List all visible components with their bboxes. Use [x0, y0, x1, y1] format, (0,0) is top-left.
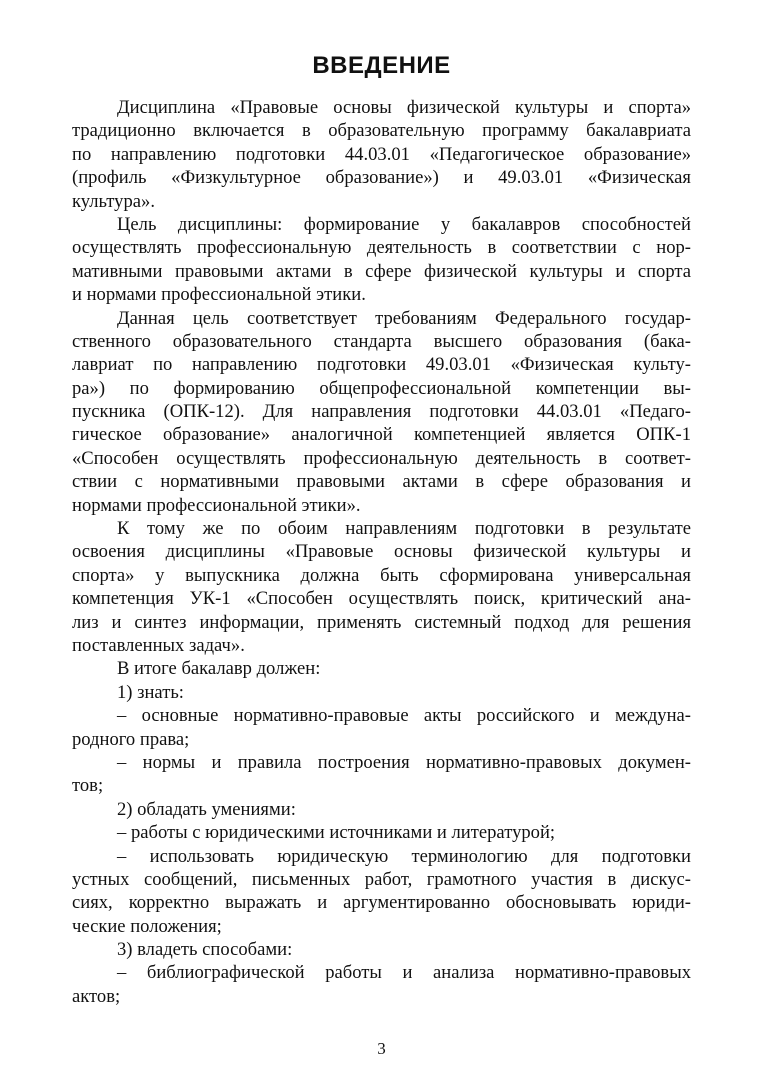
text-line: – основные нормативно-правовые акты российского и междуна-: [117, 705, 691, 727]
text-line: ственного образовательного стандарта высшего образования (бака-: [72, 330, 691, 352]
text-line: Дисциплина «Правовые основы физической культуры и спорта»: [117, 97, 691, 118]
text-line: ствии с нормативными правовыми актами в сфере образования и: [72, 471, 691, 493]
text-line: осуществлять профессиональную деятельность в соответствии с нор-: [72, 237, 691, 259]
text-line: спорта» у выпускника должна быть сформирована универсальная: [72, 564, 691, 586]
text-line: Данная цель соответствует требованиям Федерального государ-: [117, 307, 691, 329]
body-text: [72, 96, 691, 1008]
text-line: родного права;: [72, 728, 190, 750]
text-line: ра») по формированию общепрофессиональной компетенции вы-: [72, 377, 691, 399]
text-line: мативными правовыми актами в сфере физической культуры и спорта: [72, 260, 691, 282]
text-line: Цель дисциплины: формирование у бакалавров способностей: [117, 213, 691, 235]
text-line: «Способен осуществлять профессиональную деятельность в соответ-: [72, 447, 691, 469]
text-line: компетенция УК-1 «Способен осуществлять поиск, критический ана-: [72, 588, 691, 610]
text-line: лиз и синтез информации, применять системный подход для решения: [72, 611, 691, 633]
text-line: тов;: [72, 775, 104, 797]
text-line: традиционно включается в образовательную программу бакалавриата: [72, 120, 691, 142]
page-title: ВВЕДЕНИЕ: [312, 52, 451, 79]
text-line: поставленных задач».: [72, 634, 245, 656]
text-line: сиях, корректно выражать и аргументированно обосновывать юриди-: [72, 892, 691, 914]
text-line: 2) обладать умениями:: [117, 798, 296, 820]
text-line: пускника (ОПК-12). Для направления подготовки 44.03.01 «Педаго-: [72, 401, 691, 423]
text-line: – нормы и правила построения нормативно-правовых докумен-: [117, 751, 691, 773]
text-line: актов;: [72, 985, 121, 1007]
text-line: устных сообщений, письменных работ, грамотного участия в дискус-: [72, 868, 691, 890]
text-line: К тому же по обоим направлениям подготовки в результате: [117, 518, 691, 540]
text-line: по направлению подготовки 44.03.01 «Педагогическое образование»: [72, 143, 691, 165]
text-line: освоения дисциплины «Правовые основы физической культуры и: [72, 541, 691, 563]
text-line: (профиль «Физкультурное образование») и 49.03.01 «Физическая: [72, 167, 691, 189]
text-line: и нормами профессиональной этики.: [72, 284, 366, 306]
text-line: – использовать юридическую терминологию для подготовки: [117, 845, 691, 867]
text-line: культура».: [72, 190, 155, 212]
text-line: 3) владеть способами:: [117, 939, 293, 961]
text-line: – работы с юридическими источниками и литературой;: [117, 822, 556, 844]
text-line: В итоге бакалавр должен:: [117, 658, 321, 680]
page-number: 3: [377, 1039, 386, 1058]
text-line: лавриат по направлению подготовки 49.03.01 «Физическая культу-: [72, 354, 691, 376]
text-line: нормами профессиональной этики».: [72, 494, 361, 516]
text-line: – библиографической работы и анализа нормативно-правовых: [117, 962, 691, 984]
text-line: ческие положения;: [72, 915, 222, 937]
text-line: гическое образование» аналогичной компетенцией является ОПК-1: [72, 424, 691, 446]
text-line: 1) знать:: [117, 681, 184, 703]
